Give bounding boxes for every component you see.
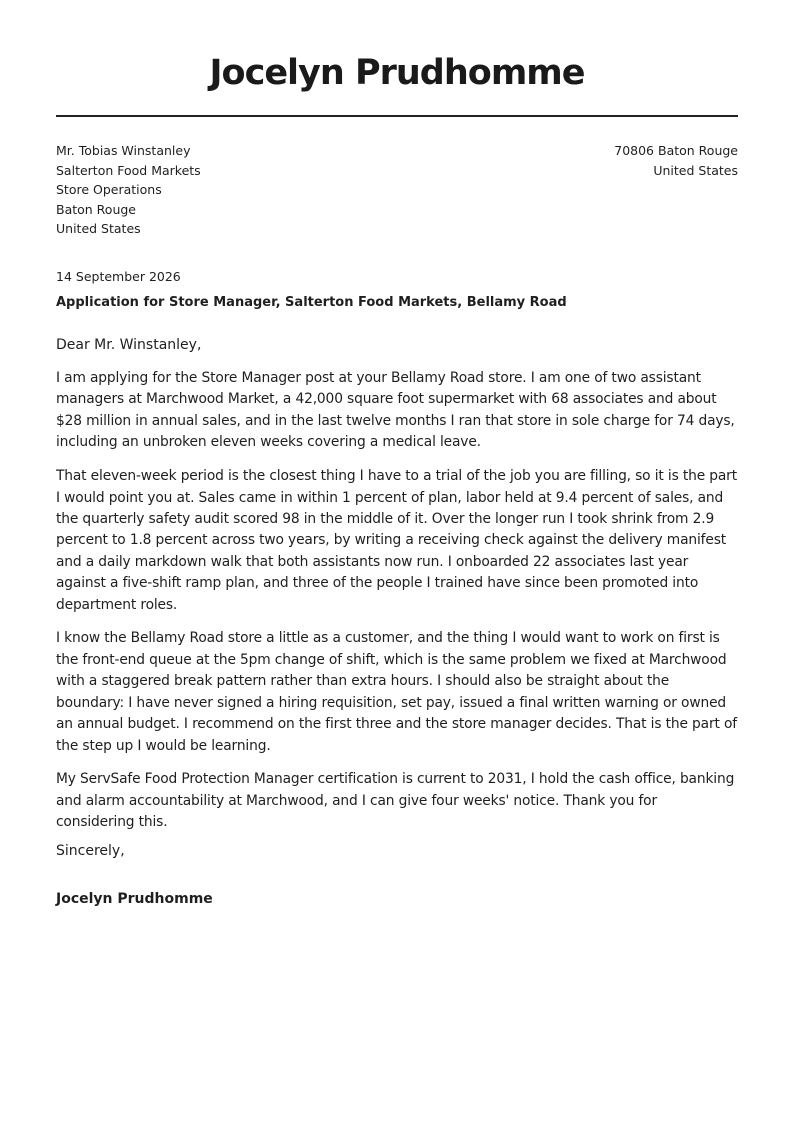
letter-body (56, 368, 738, 846)
recipient-line: Store Operations (56, 182, 162, 198)
sender-line: 70806 Baton Rouge (614, 143, 738, 158)
recipient-line: Salterton Food Markets (56, 162, 201, 178)
letter-date: 14 September 2026 (56, 269, 181, 284)
body-paragraph: I know the Bellamy Road store a little as a customer, and the thing I would want to work on first is the front-end queue at the 5pm change of shift, which is the same problem we fixed at Marchwood with a staggered break pattern rather than extra hours. I should also be straight about the boundary: I have never signed a hiring requisition, set pay, issued a final written warning or owned an annual budget. I recommend on the first three and the store manager decides. That is the part of the step up I would be learning. (56, 630, 737, 754)
header-divider (56, 115, 738, 117)
applicant-name-heading: Jocelyn Prudhomme (209, 53, 585, 93)
body-paragraph: My ServSafe Food Protection Manager certification is current to 2031, I hold the cash office, banking and alarm accountability at Marchwood, and I can give four weeks' notice. Thank you for considering this. (56, 771, 735, 831)
letter-subject: Application for Store Manager, Salterton Food Markets, Bellamy Road (56, 295, 567, 310)
recipient-address (56, 141, 201, 239)
letter-signature: Jocelyn Prudhomme (56, 891, 213, 907)
sender-address (614, 141, 738, 180)
body-paragraph: That eleven-week period is the closest thing I have to a trial of the job you are filling, so it is the part I would point you at. Sales came in within 1 percent of plan, labor held at 9.4 percent of sales, and the quarterly safety audit scored 98 in the middle of it. Over the longer run I took shrink from 2.9 percent to 1.8 percent across two years, by writing a receiving check against the delivery manifest and a daily markdown walk that both assistants now run. I onboarded 22 associates last year against a five-shift ramp plan, and three of the people I trained have since been promoted into department roles. (56, 468, 737, 613)
body-paragraph: I am applying for the Store Manager post at your Bellamy Road store. I am one of two assistant managers at Marchwood Market, a 42,000 square foot supermarket with 68 associates and about $28 million in annual sales, and in the last twelve months I ran that store in sole charge for 74 days, including an unbroken eleven weeks covering a medical leave. (56, 370, 735, 451)
letter-closing: Sincerely, (56, 843, 125, 859)
letter-greeting: Dear Mr. Winstanley, (56, 337, 202, 353)
recipient-line: United States (56, 221, 141, 237)
sender-line: United States (653, 162, 738, 178)
recipient-line: Baton Rouge (56, 201, 136, 217)
recipient-line: Mr. Tobias Winstanley (56, 143, 191, 158)
